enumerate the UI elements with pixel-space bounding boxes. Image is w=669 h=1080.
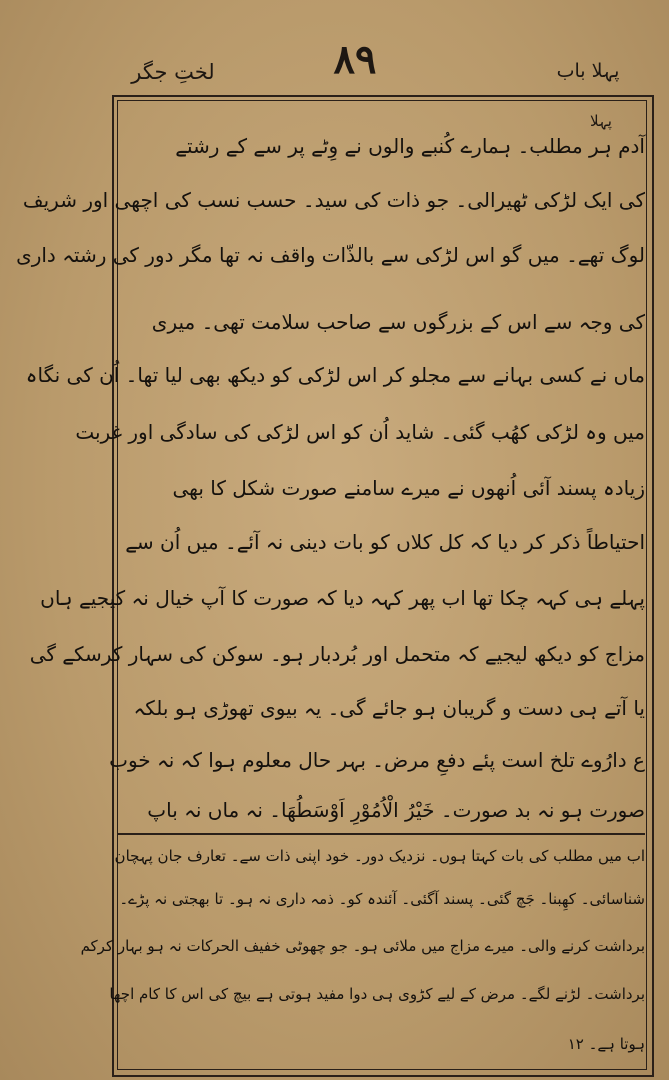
body-line: ع دارُوے تلخ است پئے دفعِ مرض۔ بہر حال معلوم ہوا کہ نہ خوب bbox=[109, 748, 645, 772]
body-line: مزاج کو دیکھ لیجیے کہ متحمل اور بُردبار ہو۔ سوکن کی سہار کرسکے گی bbox=[29, 642, 645, 666]
corner-label: پہلا bbox=[590, 112, 612, 130]
footnote-line: اب میں مطلب کی بات کہتا ہوں۔ نزدیک دور۔ خود اپنی ذات سے۔ تعارف جان پہچان bbox=[114, 847, 645, 865]
footnote-line: شناسائی۔ کھِبنا۔ جَچ گئی۔ پسند آگئی۔ آئندہ کو۔ ذمہ داری نہ ہو۔ تا بھجتی نہ پڑے۔ bbox=[119, 890, 645, 908]
body-line: میں وہ لڑکی کھُب گئی۔ شاید اُن کو اس لڑکی کی سادگی اور غربت bbox=[75, 420, 645, 444]
chapter-title: پہلا باب bbox=[556, 60, 620, 82]
body-line: آدم ہر مطلب۔ ہمارے کُنبے والوں نے وِٹے پر سے کے رشتے bbox=[175, 134, 645, 158]
body-line: ماں نے کسی بہانے سے مجلو کر اس لڑکی کو دیکھ بھی لیا تھا۔ اُن کی نگاہ bbox=[25, 363, 645, 387]
footnote-divider bbox=[117, 833, 645, 835]
page-number: ۸۹ bbox=[333, 36, 377, 83]
body-line: احتیاطاً ذکر کر دیا کہ کل کلاں کو بات دینی نہ آئے۔ میں اُن سے bbox=[125, 530, 645, 554]
footnote-line: ہوتا ہے۔ ۱۲ bbox=[567, 1035, 645, 1053]
body-line: صورت ہو نہ بد صورت۔ خَیْرُ الْاُمُوْرِ اَوْسَطُھَا۔ نہ ماں نہ باپ bbox=[147, 798, 645, 822]
body-line: لوگ تھے۔ میں گو اس لڑکی سے بالذّات واقف نہ تھا مگر دور کی رشتہ داری bbox=[16, 243, 645, 267]
body-line: کی وجہ سے اس کے بزرگوں سے صاحب سلامت تھی۔ میری bbox=[151, 310, 645, 334]
footnote-line: برداشت کرنے والی۔ میرے مزاج میں ملائی ہو۔ جو چھوٹی خفیف الحرکات نہ ہو بہار کرکم bbox=[80, 937, 645, 955]
body-line: یا آتے ہی دست و گریبان ہو جائے گی۔ یہ بیوی تھوڑی ہو بلکہ bbox=[133, 696, 645, 720]
body-line: زیادہ پسند آئی اُنھوں نے میرے سامنے صورت شکل کا بھی bbox=[172, 476, 645, 500]
footnote-line: برداشت۔ لڑنے لگے۔ مرض کے لیے کڑوی ہی دوا مفید ہوتی ہے بیچ کی اس کا کام اچھا bbox=[109, 985, 645, 1003]
body-line: پہلے ہی کہہ چکا تھا اب پھر کہہ دیا کہ صورت کا آپ خیال نہ کیجیے ہاں bbox=[40, 586, 645, 610]
book-title: لختِ جگر bbox=[131, 60, 215, 84]
body-line: کی ایک لڑکی ٹھیرالی۔ جو ذات کی سید۔ حسب نسب کی اچھی اور شریف bbox=[22, 188, 645, 212]
